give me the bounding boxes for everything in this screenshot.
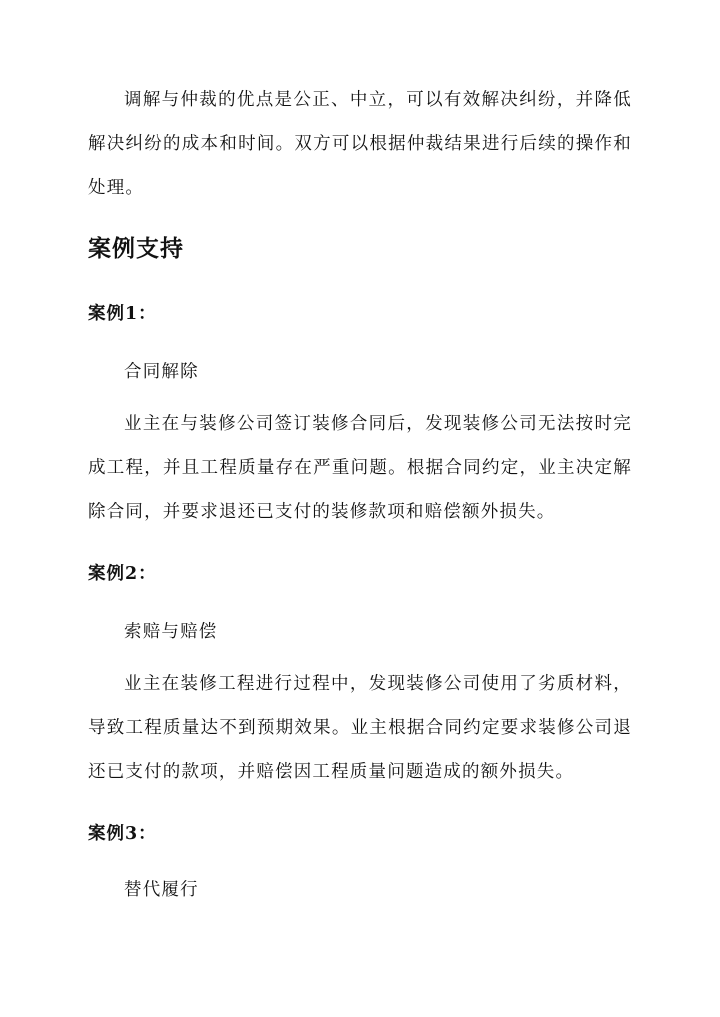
case-2-subtitle: 索赔与赔偿 <box>124 622 218 642</box>
case-2-body: 业主在装修工程进行过程中，发现装修公司使用了劣质材料，导致工程质量达不到预期效果。业主根据合同约定要求装修公司退还已支付的款项，并赔偿因工程质量问题造成的额外损失。 <box>88 674 632 782</box>
intro-paragraph: 调解与仲裁的优点是公正、中立，可以有效解决纠纷，并降低解决纠纷的成本和时间。双方可以根据仲裁结果进行后续的操作和处理。 <box>88 90 632 198</box>
case-2-heading: 案例2： <box>88 564 157 584</box>
section-title: 案例支持 <box>88 235 184 262</box>
case-1-subtitle: 合同解除 <box>124 362 199 382</box>
case-3-subtitle: 替代履行 <box>124 880 199 900</box>
case-3-heading: 案例3： <box>88 824 157 844</box>
case-1-body: 业主在与装修公司签订装修合同后，发现装修公司无法按时完成工程，并且工程质量存在严重问题。根据合同约定，业主决定解除合同，并要求退还已支付的装修款项和赔偿额外损失。 <box>88 414 632 522</box>
case-1-heading: 案例1： <box>88 304 157 324</box>
